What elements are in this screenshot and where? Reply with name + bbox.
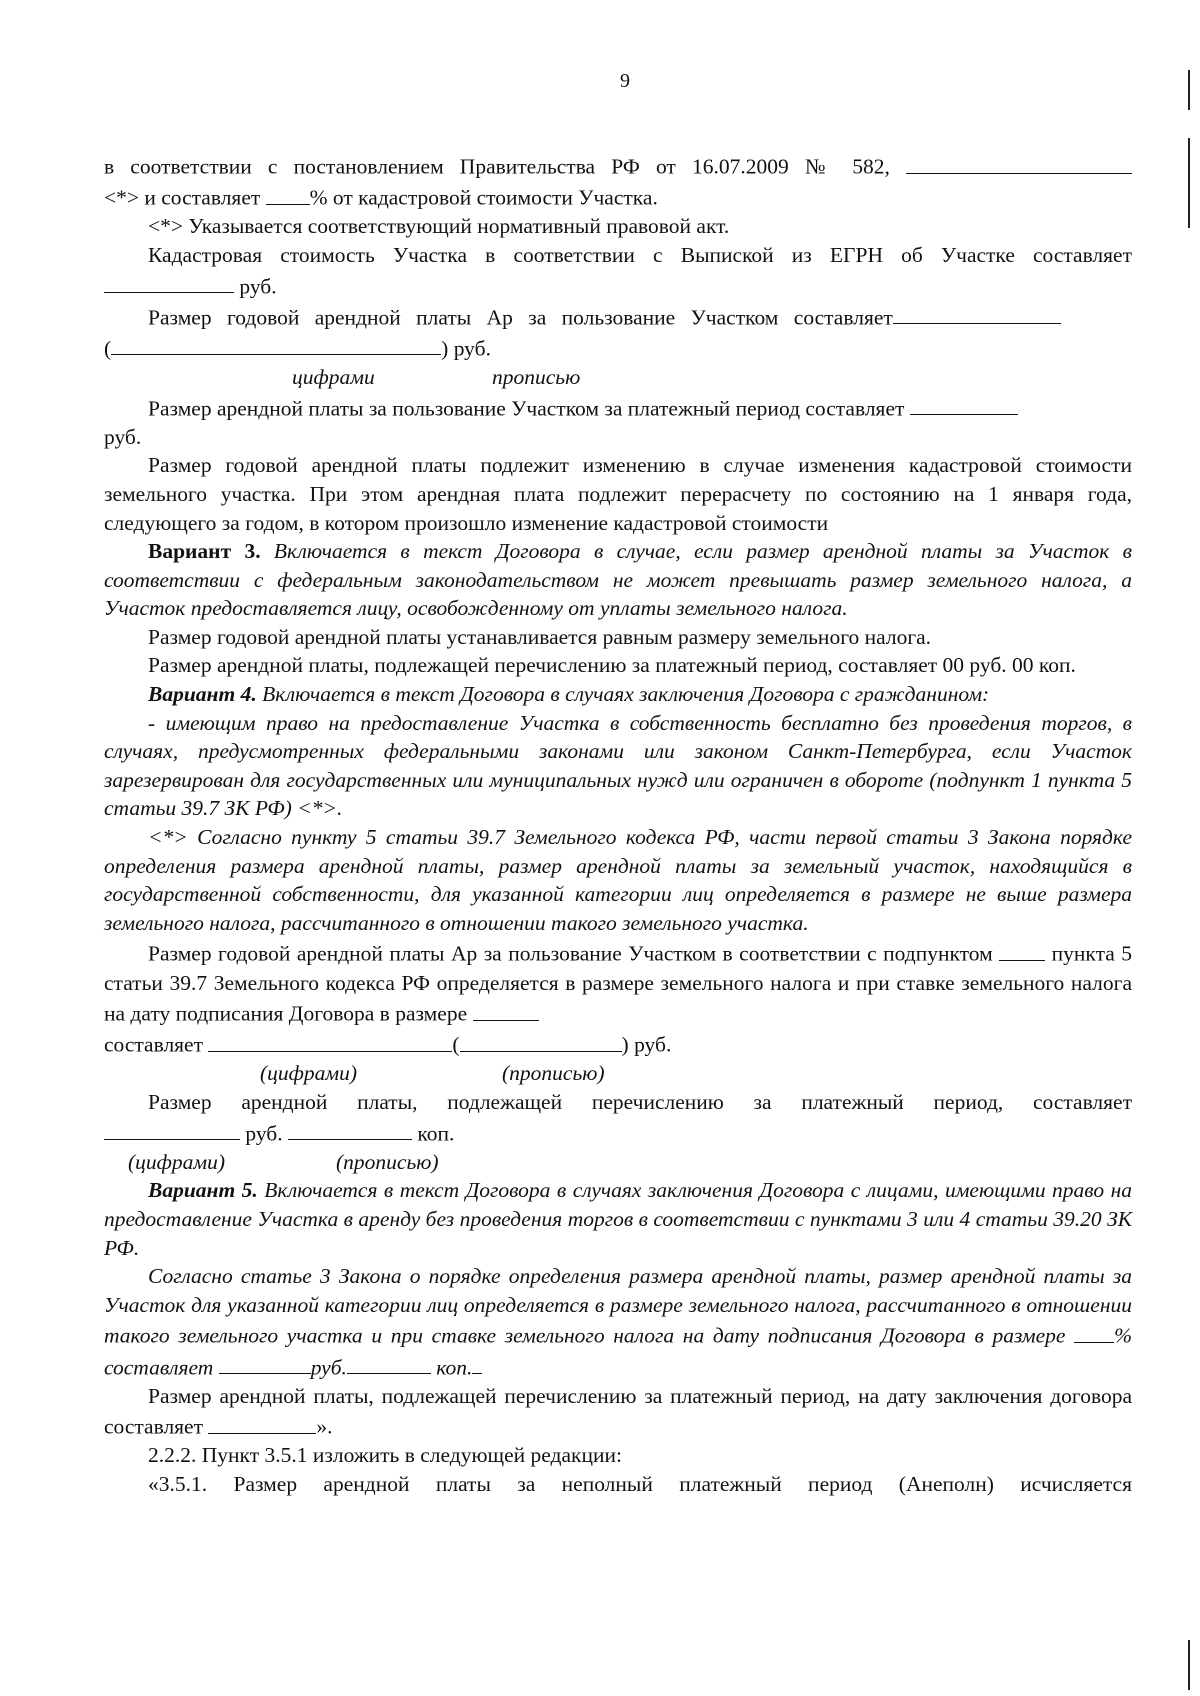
paragraph-text: в соответствии с постановлением Правительства РФ от 16.07.2009 № 582,: [104, 154, 890, 179]
blank-line: [893, 301, 1061, 325]
scan-edge-mark: [1188, 1640, 1190, 1690]
blank-line: [208, 1028, 452, 1052]
hint-words: прописью: [492, 364, 581, 389]
paragraph-text: руб.: [239, 274, 277, 299]
scan-edge-mark: [1188, 138, 1190, 228]
blank-line: [473, 997, 539, 1021]
paragraph-footnote-normative-act: <*> Указывается соответствующий нормативный правовой акт.: [148, 214, 730, 239]
paragraph-percent-of-cadastral: [104, 181, 1132, 212]
paragraph-text: ) руб.: [441, 336, 491, 361]
blank-line: [472, 1351, 482, 1375]
paragraph-period-rent: [104, 392, 1132, 423]
paragraph-text: Размер годовой арендной платы Ар за пользование Участком составляет: [148, 305, 893, 330]
paragraph-text: <*> и составляет: [104, 185, 261, 210]
variant-title: Вариант 4.: [148, 682, 257, 707]
variant-text: Включается в текст Договора в случаях заключения Договора с лицами, имеющими право на предоставление Участка в аренду без проведения торгов в соответствии с пунктами 3 или 4 статьи 39.20 ЗК РФ.: [104, 1178, 1132, 1260]
paragraph-annual-rent: [104, 301, 1132, 332]
paragraph-citizen-right: - имеющим право на предоставление Участка в собственность бесплатно без проведения торгов, в случаях, предусмотренных федеральными законами или законом Санкт-Петербурга, если Участок зарезервирован для государственных или муниципальных нужд или ограничен в обороте (подпункт 1 пункта 5 статьи 39.7 ЗК РФ) <*>.: [104, 710, 1132, 821]
paragraph-variant-5: [104, 1176, 1132, 1262]
paragraph-variant-3: [104, 537, 1132, 623]
paragraph-text: коп.: [436, 1355, 473, 1380]
blank-line: [104, 1117, 240, 1141]
paragraph-text: руб.: [310, 1355, 347, 1380]
paragraph-period-rent-2: Размер арендной платы, подлежащей перечислению за платежный период, составляет: [148, 1090, 1132, 1115]
blank-line: [219, 1351, 311, 1375]
hint-row: [104, 363, 1132, 392]
blank-line: [999, 937, 1045, 961]
paragraph-contract-date-rent: [104, 1382, 1132, 1442]
paragraph-law-article-3: [104, 1262, 1132, 1382]
variant-title: Вариант 5.: [148, 1178, 258, 1203]
paragraph-text: (: [452, 1032, 460, 1057]
paragraph-annual-rent-amount: [104, 332, 1132, 363]
hint-row: [104, 1059, 1132, 1088]
paragraph-text: пункта 5 статьи 39.7 Земельного кодекса РФ определяется в размере земельного налога и при ставке земельного налога на дату подписания Договора в размере: [104, 941, 1133, 1026]
paragraph-period-rent-rub: руб.: [104, 424, 142, 449]
paragraph-text: коп.: [417, 1121, 455, 1146]
document-body: [104, 150, 1132, 1499]
paragraph-variant-4: [104, 680, 1132, 709]
variant-title: Вариант 3.: [148, 539, 261, 564]
paragraph-text: Размер арендной платы, подлежащей перечислению за платежный период, на дату заключения договора составляет: [104, 1383, 1132, 1439]
hint-row: [104, 1148, 1132, 1177]
blank-line: [266, 181, 310, 205]
paragraph-annual-rent-amount-2: [104, 1028, 1132, 1059]
paragraph-text: составляет: [104, 1032, 203, 1057]
hint-digits: (цифрами): [128, 1149, 226, 1174]
paragraph-text: Размер годовой арендной платы Ар за пользование Участком в соответствии с подпунктом: [148, 941, 993, 966]
paragraph-decree-reference: [104, 150, 1132, 181]
paragraph-footnote-zk-rf: <*> Согласно пункту 5 статьи 39.7 Земельного кодекса РФ, части первой статьи 3 Закона порядке определения размера арендной платы, размер арендной платы за земельный участок, находящийся в государственной собственности, для указанной категории лиц определяется в размере не выше размера земельного налога, рассчитанного в отношении такого земельного участка.: [104, 825, 1132, 935]
page-number: 9: [620, 70, 630, 92]
paragraph-cadastral-value-rub: [104, 270, 1132, 301]
paragraph-rent-zero: Размер арендной платы, подлежащей перечислению за платежный период, составляет 00 руб. 00 коп.: [148, 653, 1076, 678]
blank-line: [910, 392, 1018, 416]
paragraph-cadastral-value: Кадастровая стоимость Участка в соответствии с Выпиской из ЕГРН об Участке составляет: [148, 242, 1132, 267]
paragraph-clause-3-5-1: «3.5.1. Размер арендной платы за неполный платежный период (Анеполн) исчисляется: [148, 1472, 1132, 1497]
paragraph-rent-equal-tax: Размер годовой арендной платы устанавливается равным размеру земельного налога.: [148, 624, 932, 649]
hint-words: (прописью): [502, 1061, 605, 1086]
blank-line: [906, 150, 1132, 174]
paragraph-text: ) руб.: [621, 1032, 672, 1057]
hint-words: (прописью): [336, 1149, 439, 1174]
paragraph-period-rent-2-amount: [104, 1117, 1132, 1148]
paragraph-clause-2-2-2: 2.2.2. Пункт 3.5.1 изложить в следующей редакции:: [148, 1443, 622, 1468]
blank-line: [347, 1351, 431, 1375]
blank-line: [208, 1410, 316, 1434]
paragraph-text: Согласно статье 3 Закона о порядке определения размера арендной платы, размер арендной платы за Участок для указанной категории лиц определяется в размере земельного налога, рассчитанного в отношении такого земельного участка и при ставке земельного налога на дату подписания Договора в размере: [104, 1264, 1132, 1348]
hint-digits: (цифрами): [260, 1061, 358, 1086]
scan-edge-mark: [1188, 70, 1190, 110]
variant-text: Включается в текст Договора в случае, если размер арендной платы за Участок в соответствии с федеральным законодательством не может превышать размер земельного налога, а Участок предоставляется лицу, освобожденному от уплаты земельного налога.: [104, 539, 1132, 621]
paragraph-text: ».: [316, 1414, 333, 1439]
blank-line: [460, 1028, 622, 1052]
paragraph-text: Размер арендной платы за пользование Участком за платежный период составляет: [148, 396, 905, 421]
variant-text: Включается в текст Договора в случаях заключения Договора с гражданином:: [262, 682, 990, 707]
paragraph-rent-change: Размер годовой арендной платы подлежит изменению в случае изменения кадастровой стоимости земельного участка. При этом арендная плата подлежит перерасчету по состоянию на 1 января года, следующего за годом, в котором произошло изменение кадастровой стоимости: [104, 453, 1132, 535]
paragraph-text: (: [104, 336, 112, 361]
paragraph-text: % от кадастровой стоимости Участка.: [309, 185, 658, 210]
hint-digits: цифрами: [292, 364, 375, 389]
blank-line: [1074, 1319, 1114, 1343]
blank-line: [104, 270, 234, 294]
blank-line: [288, 1117, 412, 1141]
paragraph-annual-rent-art-39-7: [104, 937, 1132, 1028]
paragraph-text: руб.: [245, 1121, 283, 1146]
blank-line: [111, 332, 441, 356]
paragraph-text: % составляет: [104, 1323, 1133, 1380]
